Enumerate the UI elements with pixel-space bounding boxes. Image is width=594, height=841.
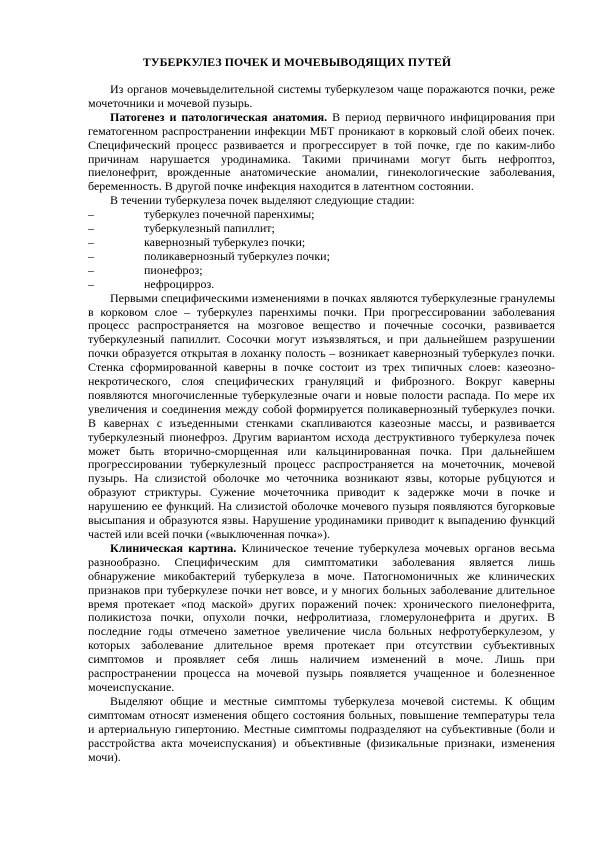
list-marker: –: [88, 207, 94, 222]
stages-list: [88, 208, 555, 291]
list-item: [88, 250, 555, 264]
clinical-text: Клиническое течение туберкулеза мочевых органов весьма разнообразно. Специфическим для симптоматики заболевания является лишь обнаружение микобактерий туберкулеза в моче. Патогномоничных же клинических признаков при туберкулезе почки нет вовсе, и у многих больных заболевание длительное время протекает «под маской» других поражений почек: хронического пиелонефрита, поликистоза почки, опухоли почки, нефролитиаза, гломерулонефрита и других. В последние годы отмечено заметное увеличение числа больных нефротуберкулезом, у которых заболевание длительное время протекает при отсутствии субъективных симптомов и проявляет себя лишь наличием изменений в моче. Лишь при распространении процесса на мочевой пузырь появляется учащенное и болезненное мочеиспускание.: [88, 540, 556, 694]
pathogenesis-paragraph: [88, 111, 555, 194]
list-item: [88, 278, 555, 292]
list-marker: –: [88, 262, 94, 277]
list-item: [88, 208, 555, 222]
intro-paragraph: Из органов мочевыделительной системы туберкулезом чаще поражаются почки, реже мочеточники и мочевой пузырь.: [88, 82, 555, 110]
list-item: [88, 264, 555, 278]
pathogenesis-text: В период первичного инфицирования при гематогенном распространении инфекции МБТ проникают в корковый слой обеих почек. Специфический процесс развивается и прогрессирует в той почке, где по каким-либо причинам нарушается уродинамика. Такими причинами могут быть нефроптоз, пиелонефрит, врожденные анатомические аномалии, гинекологические заболевания, беременность. В другой почке инфекция находится в латентном состоянии.: [88, 109, 555, 194]
list-item-text: поликавернозный туберкулез почки;: [144, 248, 330, 263]
list-marker: –: [88, 221, 94, 236]
document-body: [88, 83, 555, 764]
symptoms-paragraph: Выделяют общие и местные симптомы туберкулеза мочевой системы. К общим симптомам относят изменения общего состояния больных, повышение температуры тела и артериальную гипертонию. Местные симптомы подразделяют на субъективные (боли и расстройства акта мочеиспускания) и объективные (физикальные признаки, изменения мочи).: [88, 693, 555, 764]
list-marker: –: [88, 234, 94, 249]
stages-intro-paragraph: В течении туберкулеза почек выделяют следующие стадии:: [110, 193, 415, 208]
list-item-text: пионефроз;: [144, 262, 203, 277]
morphology-paragraph: Первыми специфическими изменениями в почках являются туберкулезные гранулемы в корковом слое – туберкулез паренхимы почки. При прогрессировании заболевания процесс распространяется на мозговое вещество и почечные сосочки, развивается туберкулезный папиллит. Сосочки могут изъязвляться, и при дальнейшем разрушении почки образуется открытая в лоханку полость – возникает кавернозный туберкулез почки. Стенка сформированной каверны в почке состоит из трех типичных слоев: казеозно-некротического, слоя специфических грануляций и фиброзного. Вокруг каверны появляются многочисленные туберкулезные очаги и новые полости распада. По мере их увеличения и соединения между собой формируется поликавернозный туберкулез почки. В кавернах с изъеденными стенками скапливаются казеозные массы, и развивается туберкулезный пионефроз. Другим вариантом исхода деструктивного туберкулеза почек может быть вторично-сморщенная или кальцинированная почка. При дальнейшем прогрессировании туберкулезный процесс распространяется на мочеточник, мочевой пузырь. На слизистой оболочке мо четочника возникают язвы, которые рубцуются и образуют стриктуры. Сужение мочеточника приводит к задержке мочи в почке и нарушению ее функций. На слизистой оболочке мочевого пузыря появляются бугорковые высыпания и образуются язвы. Нарушение уродинамики приводит к выпадению функций частей или всей почки («выключенная почка»).: [88, 290, 555, 541]
list-marker: –: [88, 276, 94, 291]
list-item-text: кавернозный туберкулез почки;: [144, 234, 306, 249]
list-item-text: туберкулезный папиллит;: [144, 221, 275, 236]
pathogenesis-heading: Патогенез и патологическая анатомия.: [110, 109, 328, 124]
list-item: [88, 222, 555, 236]
list-item-text: нефроцирроз.: [144, 276, 215, 291]
list-marker: –: [88, 248, 94, 263]
clinical-heading: Клиническая картина.: [110, 540, 237, 555]
clinical-paragraph: [88, 542, 555, 695]
list-item: [88, 236, 555, 250]
page-title: ТУБЕРКУЛЕЗ ПОЧЕК И МОЧЕВЫВОДЯЩИХ ПУТЕЙ: [142, 55, 452, 69]
list-item-text: туберкулез почечной паренхимы;: [144, 207, 315, 222]
